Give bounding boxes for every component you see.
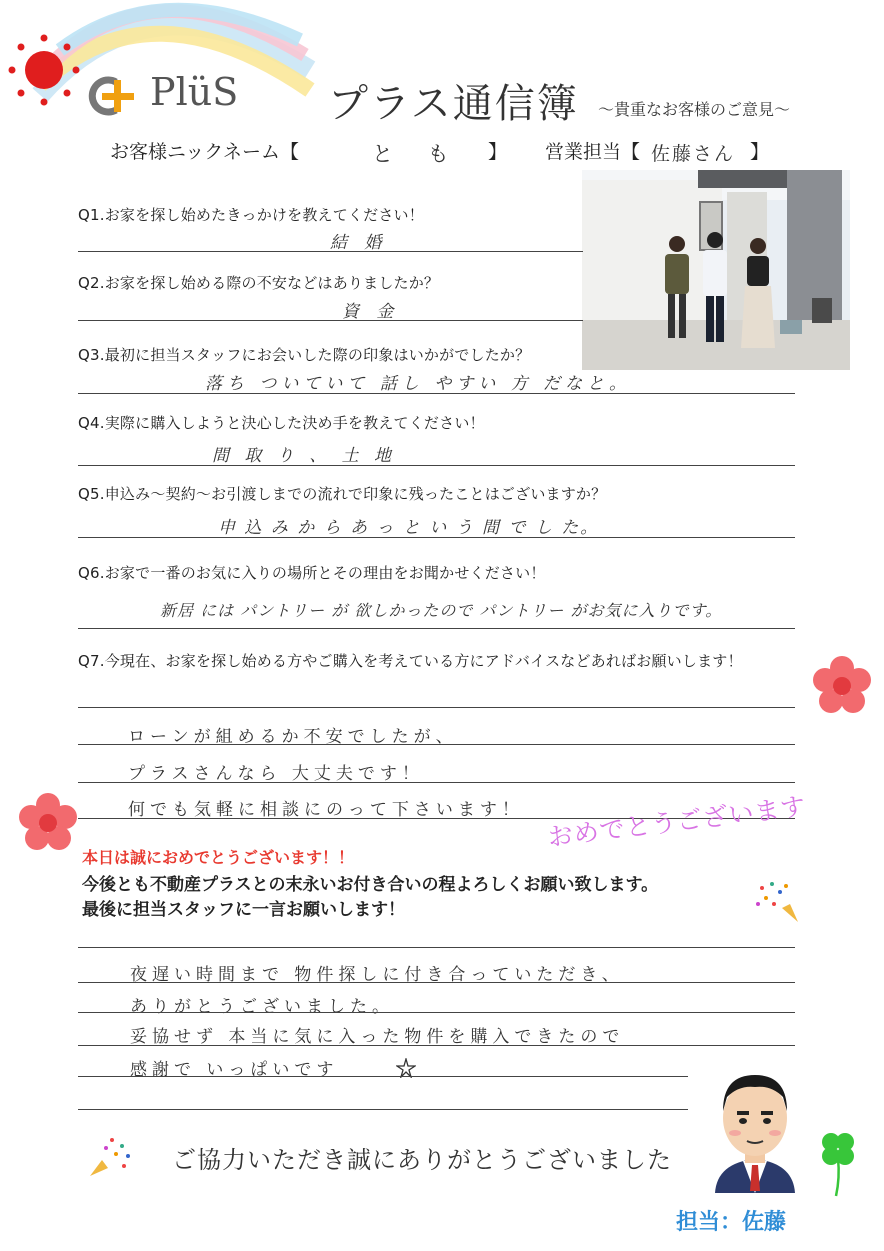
sales-label: 営業担当【 [545,141,641,163]
closing-message: 今後とも不動産プラスとの末永いお付き合いの程よろしくお願い致します。 [82,875,659,895]
logo-text: PlüS [150,70,239,114]
message-line [78,1012,795,1013]
staff-message-line-1: 夜遅い時間まで 物件探しに付き合っていただき、 [130,965,624,985]
congratulations-handwriting: おめでとうございます [546,791,808,853]
answer-2: 資 金 [342,302,400,322]
message-line [78,1045,795,1046]
message-line [78,1076,688,1077]
question-6: Q6.お家で一番のお気に入りの場所とその理由をお聞かせください！ [78,564,546,582]
answer-1: 結 婚 [330,233,388,253]
staff-message-line-4: 感謝で いっぱいです [130,1060,339,1080]
answer-line [78,707,795,708]
question-4: Q4.実際に購入しようと決心した決め手を教えてください！ [78,414,485,432]
sun-icon [4,30,84,110]
answer-line [78,537,795,538]
party-popper-icon [752,878,806,926]
answer-line [78,744,795,745]
plus-logo-icon [84,76,146,116]
flower-icon [812,656,872,716]
advice-line-2: プラスさんなら 大丈夫です！ [128,764,424,784]
answer-5: 申 込 み か ら あ っ と い う 間 で し た。 [218,518,600,538]
answer-line [78,251,583,252]
question-1: Q1.お家を探し始めたきっかけを教えてください！ [78,206,424,224]
question-2: Q2.お家を探し始める際の不安などはありましたか？ [78,274,440,292]
answer-line [78,393,795,394]
staff-avatar [705,1063,805,1193]
answer-line [78,320,583,321]
message-line [78,1109,688,1110]
customer-photo [582,170,850,370]
final-thanks: ご協力いただき誠にありがとうございました [172,1146,672,1174]
answer-line [78,465,795,466]
sales-close: 】 [750,141,770,163]
star-doodle-icon [396,1058,416,1078]
message-line [78,982,795,983]
question-3: Q3.最初に担当スタッフにお会いした際の印象はいかがでしたか？ [78,346,531,364]
advice-line-1: ローンが組めるか不安でしたが、 [128,727,458,747]
staff-comment-prompt: 最後に担当スタッフに一言お願いします！ [82,900,405,920]
answer-line [78,782,795,783]
staff-message-line-2: ありがとうございました。 [130,997,394,1017]
staff-name-label: 担当：佐藤 [676,1210,787,1235]
message-line [78,947,795,948]
answer-6: 新居 には パントリー が 欲しかったので パントリー がお気に入りです。 [160,601,723,620]
advice-line-3: 何でも気軽に相談にのって下さいます！ [128,800,524,820]
congratulations-text: 本日は誠におめでとうございます！！ [82,848,355,867]
nickname-close: 】 [488,141,508,163]
answer-3: 落ち ついていて 話し やすい 方 だなと。 [205,374,632,394]
page-title: プラス通信簿 [328,81,579,127]
staff-message-line-3: 妥協せず 本当に気に入った物件を購入できたので [130,1027,625,1047]
page-subtitle: 〜貴重なお客様のご意見〜 [598,100,791,119]
nickname-label: お客様ニックネーム【 [110,141,300,163]
nickname-value: と も [372,142,463,166]
question-5: Q5.申込み〜契約〜お引渡しまでの流れで印象に残ったことはございますか？ [78,485,607,503]
flower-icon [18,793,78,853]
answer-line [78,628,795,629]
party-popper-icon [86,1132,136,1180]
answer-4: 間 取 り 、 土 地 [212,446,397,466]
clover-icon [816,1128,860,1198]
sales-value: 佐藤さん [651,143,736,165]
question-7: Q7.今現在、お家を探し始める方やご購入を考えている方にアドバイスなどあればお願いします！ [78,652,743,670]
